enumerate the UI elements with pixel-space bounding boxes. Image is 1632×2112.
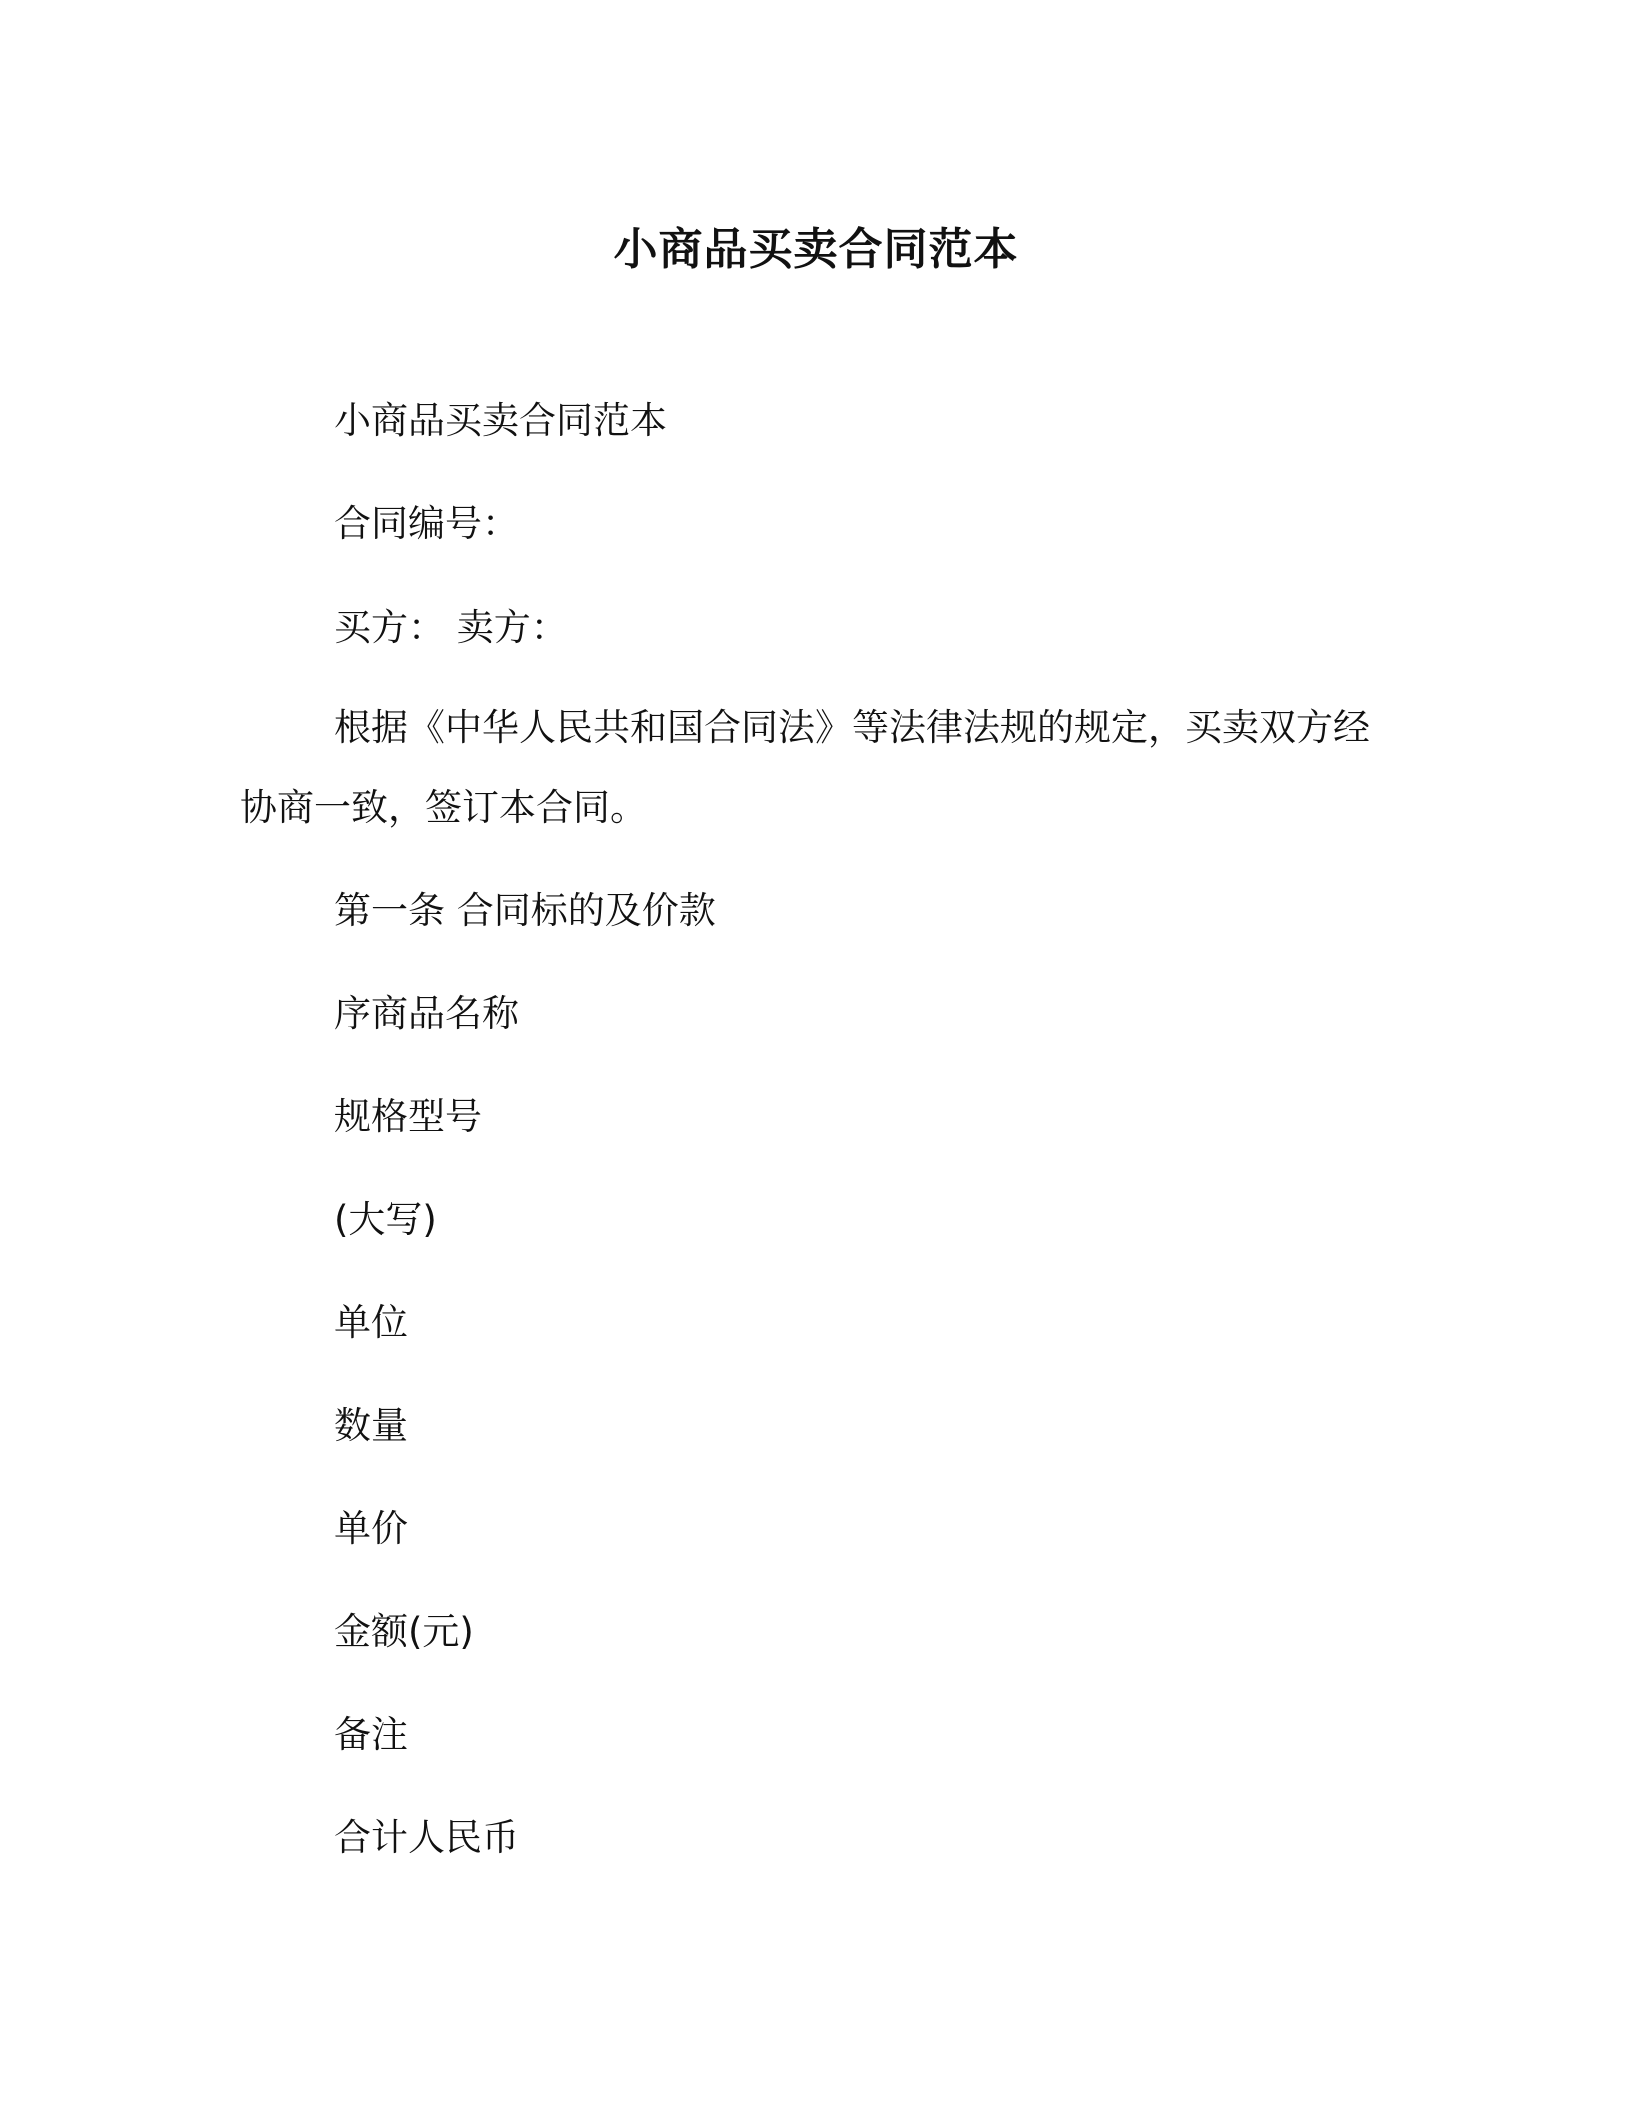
document-title: 小商品买卖合同范本 — [613, 224, 1019, 275]
paragraph-quantity: 数量 — [334, 1404, 408, 1447]
paragraph-parties: 买方： 卖方： — [334, 606, 568, 649]
paragraph-article-one: 第一条 合同标的及价款 — [334, 889, 716, 932]
paragraph-item-name: 序商品名称 — [334, 992, 519, 1035]
paragraph-total-rmb: 合计人民币 — [334, 1816, 519, 1859]
paragraph-preamble: 根据《中华人民共和国合同法》等法律法规的规定，买卖双方经协商一致，签订本合同。 — [240, 706, 1370, 829]
paragraph-remarks: 备注 — [334, 1713, 408, 1756]
paragraph-uppercase: (大写) — [334, 1198, 437, 1241]
paragraph-amount: 金额(元) — [334, 1610, 474, 1653]
paragraph-subtitle: 小商品买卖合同范本 — [334, 399, 667, 442]
paragraph-contract-number: 合同编号： — [334, 502, 519, 545]
paragraph-spec-model: 规格型号 — [334, 1095, 482, 1138]
paragraph-unit-price: 单价 — [334, 1507, 408, 1550]
paragraph-unit: 单位 — [334, 1301, 408, 1344]
